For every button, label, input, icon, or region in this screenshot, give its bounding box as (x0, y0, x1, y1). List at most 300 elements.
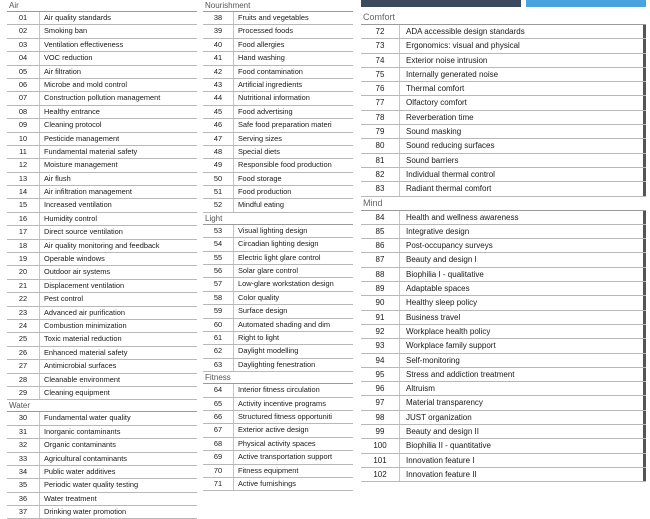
feature-number: 71 (213, 478, 223, 488)
feature-number: 50 (213, 173, 223, 183)
feature-number: 30 (18, 413, 28, 423)
feature-name: Workplace family support (399, 339, 646, 352)
feature-name: Air quality standards (39, 12, 197, 24)
feature-row (7, 173, 197, 186)
feature-name: Biophilia II - quantitative (399, 439, 646, 452)
feature-row (7, 493, 197, 506)
feature-name: Special diets (233, 146, 353, 158)
feature-row (361, 168, 646, 182)
feature-name: Cleaning equipment (39, 387, 197, 399)
feature-row (203, 12, 353, 25)
feature-row (203, 39, 353, 52)
feature-row (361, 82, 646, 96)
feature-row (203, 465, 353, 478)
feature-row (203, 52, 353, 65)
feature-number: 02 (18, 26, 28, 36)
feature-name: VOC reduction (39, 52, 197, 64)
feature-row (203, 252, 353, 265)
feature-number: 54 (213, 239, 223, 249)
feature-name: Health and wellness awareness (399, 211, 646, 224)
feature-number: 65 (213, 398, 223, 408)
feature-row (361, 96, 646, 110)
feature-name: Agricultural contaminants (39, 453, 197, 465)
feature-row (203, 199, 353, 212)
feature-name: Active transportation support (233, 451, 353, 463)
feature-name: Automated shading and dim (233, 319, 353, 331)
feature-number: 64 (213, 385, 223, 395)
feature-row (7, 412, 197, 425)
feature-number: 51 (213, 187, 223, 197)
feature-name: Sound reducing surfaces (399, 139, 646, 152)
feature-number: 60 (213, 319, 223, 329)
section-title: Air (9, 1, 19, 10)
feature-name: Moisture management (39, 159, 197, 171)
feature-name: Sound barriers (399, 154, 646, 167)
header-bar-light (526, 0, 646, 7)
feature-name: Enhanced material safety (39, 347, 197, 359)
feature-name: Solar glare control (233, 265, 353, 277)
feature-row (361, 354, 646, 368)
feature-name: Microbe and mold control (39, 79, 197, 91)
feature-row (203, 186, 353, 199)
feature-row (361, 382, 646, 396)
feature-row (7, 347, 197, 360)
feature-row (7, 226, 197, 239)
feature-number: 72 (375, 27, 385, 36)
feature-number: 92 (375, 326, 385, 336)
feature-table (7, 11, 197, 400)
feature-name: Serving sizes (233, 133, 353, 145)
feature-name: Fruits and vegetables (233, 12, 353, 24)
section-title: Comfort (363, 12, 396, 22)
feature-number: 55 (213, 252, 223, 262)
feature-number: 18 (18, 240, 28, 250)
feature-row (7, 39, 197, 52)
feature-number: 79 (375, 127, 385, 137)
feature-number: 78 (375, 112, 385, 122)
feature-number: 80 (375, 141, 385, 151)
feature-row (7, 146, 197, 159)
feature-name: Innovation feature I (399, 454, 646, 467)
feature-row (203, 398, 353, 411)
feature-name: Individual thermal control (399, 168, 646, 181)
feature-row (361, 125, 646, 139)
feature-name: Exterior noise intrusion (399, 54, 646, 67)
feature-name: Stress and addiction treatment (399, 368, 646, 381)
feature-number: 86 (375, 241, 385, 251)
feature-row (7, 12, 197, 25)
feature-number: 45 (213, 106, 223, 116)
feature-row (7, 52, 197, 65)
feature-row (361, 325, 646, 339)
feature-name: Daylight modelling (233, 345, 353, 357)
feature-row (203, 25, 353, 38)
feature-name: Inorganic contaminants (39, 426, 197, 438)
feature-number: 70 (213, 465, 223, 475)
feature-row (361, 182, 646, 196)
feature-name: Active furnishings (233, 478, 353, 490)
feature-number: 84 (375, 212, 385, 222)
feature-name: Toxic material reduction (39, 333, 197, 345)
feature-name: Olfactory comfort (399, 96, 646, 109)
feature-row (7, 133, 197, 146)
feature-row (7, 374, 197, 387)
feature-row (7, 92, 197, 105)
feature-number: 48 (213, 146, 223, 156)
feature-row (203, 225, 353, 238)
feature-name: Reverberation time (399, 111, 646, 124)
feature-row (203, 173, 353, 186)
feature-name: Cleanable environment (39, 374, 197, 386)
feature-number: 90 (375, 298, 385, 308)
feature-table (203, 11, 353, 213)
feature-number: 24 (18, 320, 28, 330)
feature-name: Thermal comfort (399, 82, 646, 95)
feature-name: Outdoor air systems (39, 266, 197, 278)
feature-name: Physical activity spaces (233, 438, 353, 450)
feature-number: 21 (18, 280, 28, 290)
feature-row (361, 253, 646, 267)
feature-name: Cleaning protocol (39, 119, 197, 131)
feature-name: Periodic water quality testing (39, 479, 197, 491)
feature-number: 100 (373, 441, 387, 451)
feature-name: Ventilation effectiveness (39, 39, 197, 51)
feature-row (361, 282, 646, 296)
feature-row (7, 119, 197, 132)
feature-number: 20 (18, 267, 28, 277)
feature-number: 69 (213, 452, 223, 462)
feature-name: Food advertising (233, 106, 353, 118)
feature-number: 06 (18, 79, 28, 89)
feature-row (7, 66, 197, 79)
feature-name: Direct source ventilation (39, 226, 197, 238)
feature-row (7, 479, 197, 492)
feature-name: Operable windows (39, 253, 197, 265)
feature-name: Ergonomics: visual and physical (399, 39, 646, 52)
feature-row (7, 426, 197, 439)
feature-row (7, 506, 197, 519)
feature-number: 82 (375, 169, 385, 179)
feature-number: 93 (375, 341, 385, 351)
feature-name: Right to light (233, 332, 353, 344)
feature-row (361, 68, 646, 82)
feature-number: 35 (18, 480, 28, 490)
feature-row (7, 387, 197, 400)
feature-name: Smoking ban (39, 25, 197, 37)
feature-number: 04 (18, 53, 28, 63)
feature-number: 47 (213, 133, 223, 143)
column-air-water (7, 0, 197, 519)
feature-number: 43 (213, 79, 223, 89)
feature-number: 12 (18, 160, 28, 170)
feature-table (7, 411, 197, 519)
feature-number: 07 (18, 93, 28, 103)
feature-row (361, 296, 646, 310)
feature-row (7, 333, 197, 346)
section-title: Light (205, 213, 223, 223)
feature-row (7, 79, 197, 92)
feature-name: Water treatment (39, 493, 197, 505)
feature-number: 31 (18, 426, 28, 436)
feature-number: 63 (213, 359, 223, 369)
feature-name: Interior fitness circulation (233, 384, 353, 396)
feature-name: Electric light glare control (233, 252, 353, 264)
feature-row (7, 266, 197, 279)
feature-number: 91 (375, 312, 385, 322)
feature-number: 62 (213, 346, 223, 356)
feature-row (203, 146, 353, 159)
feature-row (7, 240, 197, 253)
feature-name: Artificial ingredients (233, 79, 353, 91)
feature-number: 42 (213, 66, 223, 76)
section-title: Mind (363, 197, 383, 208)
feature-row (203, 411, 353, 424)
feature-number: 22 (18, 294, 28, 304)
feature-number: 34 (18, 466, 28, 476)
feature-number: 15 (18, 200, 28, 210)
feature-number: 81 (375, 155, 385, 165)
feature-number: 77 (375, 98, 385, 108)
feature-number: 44 (213, 93, 223, 103)
feature-name: Food contamination (233, 66, 353, 78)
feature-row (203, 478, 353, 491)
feature-row (7, 439, 197, 452)
feature-number: 99 (375, 427, 385, 437)
section-title: Water (9, 401, 31, 411)
header-color-bar (361, 0, 646, 7)
feature-name: Mindful eating (233, 199, 353, 211)
feature-number: 41 (213, 53, 223, 63)
feature-number: 58 (213, 292, 223, 302)
feature-name: Air filtration (39, 66, 197, 78)
feature-row (7, 360, 197, 373)
feature-row (203, 292, 353, 305)
feature-number: 29 (18, 387, 28, 397)
feature-row (7, 159, 197, 172)
feature-row (203, 278, 353, 291)
feature-row (203, 319, 353, 332)
feature-row (7, 186, 197, 199)
feature-row (203, 119, 353, 132)
feature-name: Food production (233, 186, 353, 198)
feature-row (361, 396, 646, 410)
feature-number: 33 (18, 453, 28, 463)
feature-row (203, 384, 353, 397)
feature-name: Fitness equipment (233, 465, 353, 477)
feature-name: Air quality monitoring and feedback (39, 240, 197, 252)
feature-number: 87 (375, 255, 385, 265)
feature-name: Healthy entrance (39, 106, 197, 118)
feature-row (7, 466, 197, 479)
feature-row (7, 307, 197, 320)
column-comfort-mind (361, 11, 646, 482)
feature-number: 01 (18, 13, 28, 22)
feature-number: 38 (213, 13, 223, 22)
feature-name: Biophilia I - qualitative (399, 268, 646, 281)
feature-row (203, 92, 353, 105)
feature-row (7, 106, 197, 119)
feature-name: Sound masking (399, 125, 646, 138)
feature-name: Humidity control (39, 213, 197, 225)
feature-number: 98 (375, 412, 385, 422)
feature-number: 74 (375, 55, 385, 65)
feature-name: Exterior active design (233, 424, 353, 436)
feature-name: Material transparency (399, 396, 646, 409)
feature-name: Activity incentive programs (233, 398, 353, 410)
feature-name: Combustion minimization (39, 320, 197, 332)
feature-name: Visual lighting design (233, 225, 353, 237)
feature-name: Innovation feature II (399, 468, 646, 481)
feature-row (361, 268, 646, 282)
feature-table (203, 383, 353, 491)
feature-name: Increased ventilation (39, 199, 197, 211)
feature-number: 16 (18, 213, 28, 223)
section-title: Fitness (205, 373, 231, 383)
feature-number: 14 (18, 187, 28, 197)
feature-number: 23 (18, 307, 28, 317)
feature-number: 49 (213, 160, 223, 170)
feature-row (361, 368, 646, 382)
feature-row (203, 133, 353, 146)
feature-name: Altruism (399, 382, 646, 395)
feature-name: Business travel (399, 311, 646, 324)
feature-row (7, 320, 197, 333)
feature-name: Responsible food production (233, 159, 353, 171)
feature-name: Radiant thermal comfort (399, 182, 646, 195)
feature-row (7, 253, 197, 266)
feature-row (7, 25, 197, 38)
feature-name: Post-occupancy surveys (399, 239, 646, 252)
feature-row (361, 468, 646, 482)
feature-row (203, 359, 353, 372)
feature-name: Structured fitness opportuniti (233, 411, 353, 423)
feature-row (361, 454, 646, 468)
feature-name: Adaptable spaces (399, 282, 646, 295)
feature-row (361, 25, 646, 39)
feature-name: Organic contaminants (39, 439, 197, 451)
feature-name: Circadian lighting design (233, 238, 353, 250)
feature-name: Safe food preparation materi (233, 119, 353, 131)
feature-number: 56 (213, 266, 223, 276)
feature-table (203, 224, 353, 372)
feature-row (203, 424, 353, 437)
feature-row (7, 293, 197, 306)
feature-row (361, 439, 646, 453)
feature-name: Pesticide management (39, 133, 197, 145)
feature-number: 101 (373, 455, 387, 465)
feature-row (361, 154, 646, 168)
feature-number: 13 (18, 173, 28, 183)
feature-number: 94 (375, 355, 385, 365)
feature-number: 17 (18, 227, 28, 237)
feature-name: Low-glare workstation design (233, 278, 353, 290)
feature-number: 73 (375, 41, 385, 51)
feature-row (7, 453, 197, 466)
feature-name: Internally generated noise (399, 68, 646, 81)
feature-row (361, 339, 646, 353)
feature-name: Workplace health policy (399, 325, 646, 338)
feature-row (361, 311, 646, 325)
feature-number: 19 (18, 254, 28, 264)
feature-row (361, 425, 646, 439)
feature-row (203, 66, 353, 79)
feature-number: 10 (18, 133, 28, 143)
feature-row (203, 438, 353, 451)
feature-row (361, 239, 646, 253)
feature-row (203, 265, 353, 278)
feature-table (361, 24, 646, 197)
feature-row (361, 139, 646, 153)
feature-number: 46 (213, 120, 223, 130)
feature-row (361, 54, 646, 68)
feature-number: 83 (375, 184, 385, 194)
feature-row (361, 411, 646, 425)
feature-number: 09 (18, 120, 28, 130)
feature-number: 76 (375, 84, 385, 94)
feature-row (7, 199, 197, 212)
feature-name: Self-monitoring (399, 354, 646, 367)
feature-row (203, 106, 353, 119)
feature-number: 28 (18, 374, 28, 384)
feature-name: Color quality (233, 292, 353, 304)
feature-row (203, 332, 353, 345)
feature-number: 61 (213, 332, 223, 342)
feature-name: Advanced air purification (39, 307, 197, 319)
feature-number: 40 (213, 39, 223, 49)
feature-number: 97 (375, 398, 385, 408)
feature-row (203, 238, 353, 251)
feature-name: Integrative design (399, 225, 646, 238)
feature-row (361, 111, 646, 125)
feature-number: 05 (18, 66, 28, 76)
feature-number: 59 (213, 306, 223, 316)
feature-row (7, 213, 197, 226)
feature-number: 25 (18, 334, 28, 344)
feature-name: Surface design (233, 305, 353, 317)
feature-name: Daylighting fenestration (233, 359, 353, 371)
feature-row (361, 211, 646, 225)
feature-number: 37 (18, 507, 28, 517)
feature-row (361, 39, 646, 53)
feature-row (203, 79, 353, 92)
feature-row (203, 345, 353, 358)
section-title: Nourishment (205, 1, 251, 10)
feature-number: 32 (18, 440, 28, 450)
feature-name: Beauty and design I (399, 253, 646, 266)
feature-name: JUST organization (399, 411, 646, 424)
feature-table (361, 210, 646, 483)
feature-name: Healthy sleep policy (399, 296, 646, 309)
feature-name: Public water additives (39, 466, 197, 478)
feature-name: Pest control (39, 293, 197, 305)
feature-row (203, 451, 353, 464)
feature-number: 03 (18, 39, 28, 49)
feature-row (361, 225, 646, 239)
feature-name: Food allergies (233, 39, 353, 51)
feature-name: Drinking water promotion (39, 506, 197, 518)
feature-number: 52 (213, 200, 223, 210)
feature-name: Food storage (233, 173, 353, 185)
feature-number: 39 (213, 26, 223, 36)
feature-name: Fundamental material safety (39, 146, 197, 158)
feature-name: Nutritional information (233, 92, 353, 104)
feature-number: 53 (213, 225, 223, 235)
feature-name: Displacement ventilation (39, 280, 197, 292)
feature-name: Processed foods (233, 25, 353, 37)
feature-number: 36 (18, 493, 28, 503)
feature-name: Hand washing (233, 52, 353, 64)
feature-number: 11 (19, 146, 27, 156)
